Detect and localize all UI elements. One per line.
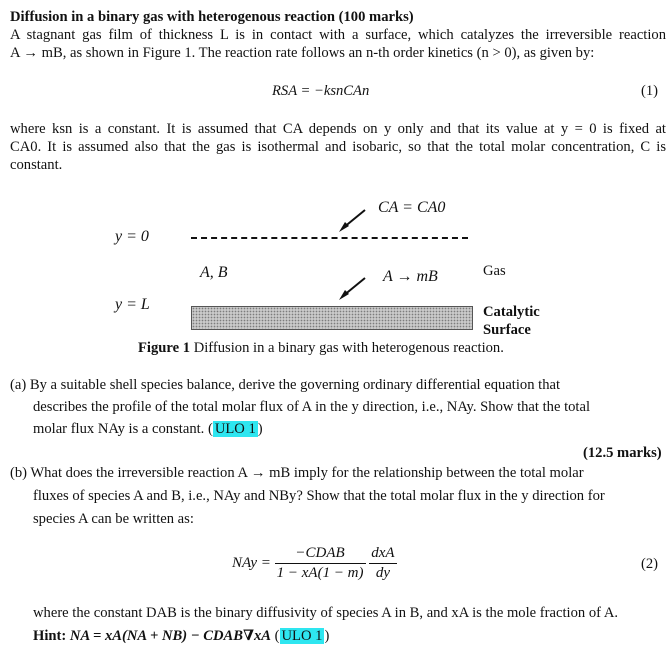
equation-2-fraction-1 [275, 544, 366, 583]
part-b-line-2: fluxes of species A and B, i.e., NAy and NBy? Show that the total molar flux in the y direction for [33, 488, 605, 504]
part-a-ulo-tag: ULO 1 [214, 421, 256, 437]
equation-1: RSA = −ksnCAn [272, 83, 370, 99]
boundary-condition-label: CA = CA0 [378, 199, 446, 216]
hint-expression: NA = xA(NA + NB) − CDAB∇xA [69, 628, 271, 644]
surface-arrow-icon [337, 276, 367, 302]
equation-2-num-1: −CDAB [275, 544, 366, 564]
figure-caption-prefix: Figure 1 [138, 340, 191, 356]
catalytic-surface [191, 306, 473, 330]
equation-2-den-2: dy [375, 565, 391, 581]
figure-caption [138, 339, 504, 357]
reaction-label: A → mB [383, 268, 438, 285]
surface-label-1: Catalytic [483, 304, 540, 320]
part-b-line-1: (b) What does the irreversible reaction A → mB imply for the relationship between the total molar [10, 465, 584, 481]
hint-line: Hint: NA = xA(NA + NB) − CDAB∇xA ( ULO 1 ) [33, 628, 330, 644]
figure-caption-text: Diffusion in a binary gas with heterogenous reaction. [193, 340, 504, 356]
gas-label: Gas [483, 263, 506, 279]
intro-line-1: A stagnant gas film of thickness L is in contact with a surface, which catalyzes the irreversible reaction [10, 27, 666, 43]
y0-label: y = 0 [115, 228, 149, 245]
equation-2 [232, 544, 397, 583]
equation-1-number: (1) [641, 83, 659, 99]
boundary-arrow-icon [337, 208, 367, 234]
species-label: A, B [200, 264, 228, 281]
y0-dashed-boundary [191, 237, 468, 239]
part-a-line-3: molar flux NAy is a constant. ( ULO 1 ) [33, 421, 263, 437]
part-a-line-2: describes the profile of the total molar flux of A in the y direction, i.e., NAy. Show that the total [33, 399, 591, 415]
closing-ulo-tag: ULO 1 [281, 628, 323, 644]
equation-2-num-2: dxA [369, 544, 396, 564]
where-line-1: where ksn is a constant. It is assumed that CA depends on y only and that its value at y = 0 is fixed at [10, 121, 666, 137]
equation-2-fraction-2 [369, 544, 396, 583]
part-b-line-3: species A can be written as: [33, 511, 194, 527]
surface-label-2: Surface [483, 322, 531, 338]
part-a-line-3-text: molar flux NAy is a constant. [33, 421, 205, 437]
where-line-2: CA0. It is assumed also that the gas is isothermal and isobaric, so that the total molar concentration, C is [10, 139, 666, 155]
yL-label: y = L [115, 296, 150, 313]
intro-line-2: A → mB, as shown in Figure 1. The reaction rate follows an n-th order kinetics (n > 0), as given by: [10, 45, 595, 61]
part-a-marks: (12.5 marks) [583, 445, 662, 461]
equation-2-lhs: NAy = [232, 555, 271, 571]
closing-line-1: where the constant DAB is the binary diffusivity of species A in B, and xA is the mole fraction of A. [33, 605, 619, 621]
part-a-line-1: (a) By a suitable shell species balance, derive the governing ordinary differential equation that [10, 377, 561, 393]
hint-label: Hint: [33, 628, 67, 644]
where-line-3: constant. [10, 157, 63, 173]
problem-title: Diffusion in a binary gas with heterogenous reaction (100 marks) [10, 9, 414, 25]
equation-2-den-1: 1 − xA(1 − m) [276, 565, 364, 581]
equation-2-number: (2) [641, 556, 659, 572]
